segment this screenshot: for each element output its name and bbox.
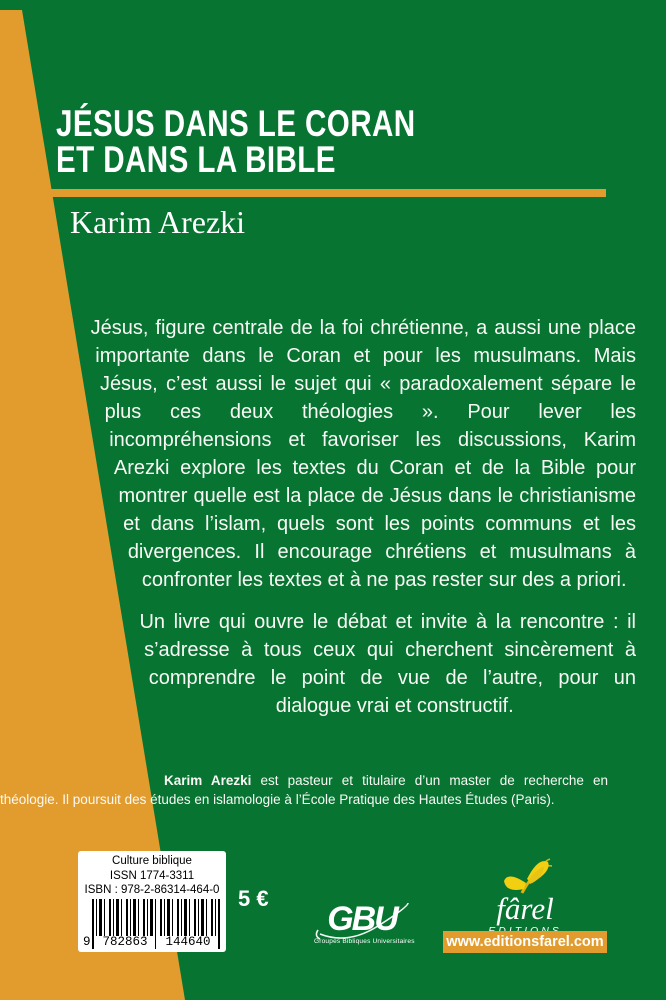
title-line-2: ET DANS LA BIBLE [56, 139, 336, 180]
website-badge: www.editionsfarel.com [443, 931, 607, 953]
barcode-digits [83, 936, 218, 949]
price-label: 5 € [238, 886, 269, 911]
issn-label: ISSN 1774-3311 [109, 869, 195, 882]
gbu-logo [314, 900, 415, 946]
barcode-panel [78, 851, 226, 952]
title-underline-rule [38, 189, 606, 197]
ean-barcode [83, 899, 221, 949]
gbu-wordmark: GBU [327, 900, 397, 938]
isbn-label: ISBN : 978-2-86314-464-0 [84, 884, 220, 896]
author-bio-name: Karim Arezki [164, 773, 252, 788]
page-title [56, 103, 416, 180]
collection-label: Culture biblique [112, 855, 192, 867]
farel-wordmark: fârel [496, 891, 554, 926]
title-line-1: JÉSUS DANS LE CORAN [56, 103, 416, 144]
back-cover-text [0, 314, 636, 809]
barcode-digit-group-1: 782863 [95, 936, 155, 949]
author-name: Karim Arezki [70, 204, 246, 240]
farel-logo [453, 853, 597, 937]
synopsis-paragraph: Jésus, figure centrale de la foi chrétienne, a aussi une place importante dans le Coran et pour les musulmans. Mais Jésus, c’est aussi le sujet qui « paradoxalement sépare le plus ces deux théologies ». Pour lever les incompréhensions et favoriser les discussions, Karim Arezki explore les textes du Coran et de la Bible pour montrer quelle est la place de Jésus dans le christianisme et dans l’islam, quels sont les points communs et les divergences. Il encourage chrétiens et musulmans à confronter les textes et à ne pas rester sur des a priori. [90, 317, 636, 591]
author-bio-text: est pasteur et titulaire d’un master de recherche en théologie. Il poursuit des études en islamologie à l’École Pratique des Hautes Études (Paris). [0, 773, 608, 807]
barcode-digit-group-2: 144640 [158, 936, 218, 949]
barcode-lead-digit: 9 [83, 934, 91, 949]
invitation-paragraph: Un livre qui ouvre le débat et invite à la rencontre : il s’adresse à tous ceux qui cherchent sincèrement à comprendre le point de vue de l’autre, pour un dialogue vrai et constructif. [139, 611, 636, 717]
gbu-caption: Groupes Bibliques Universitaires [314, 938, 415, 945]
